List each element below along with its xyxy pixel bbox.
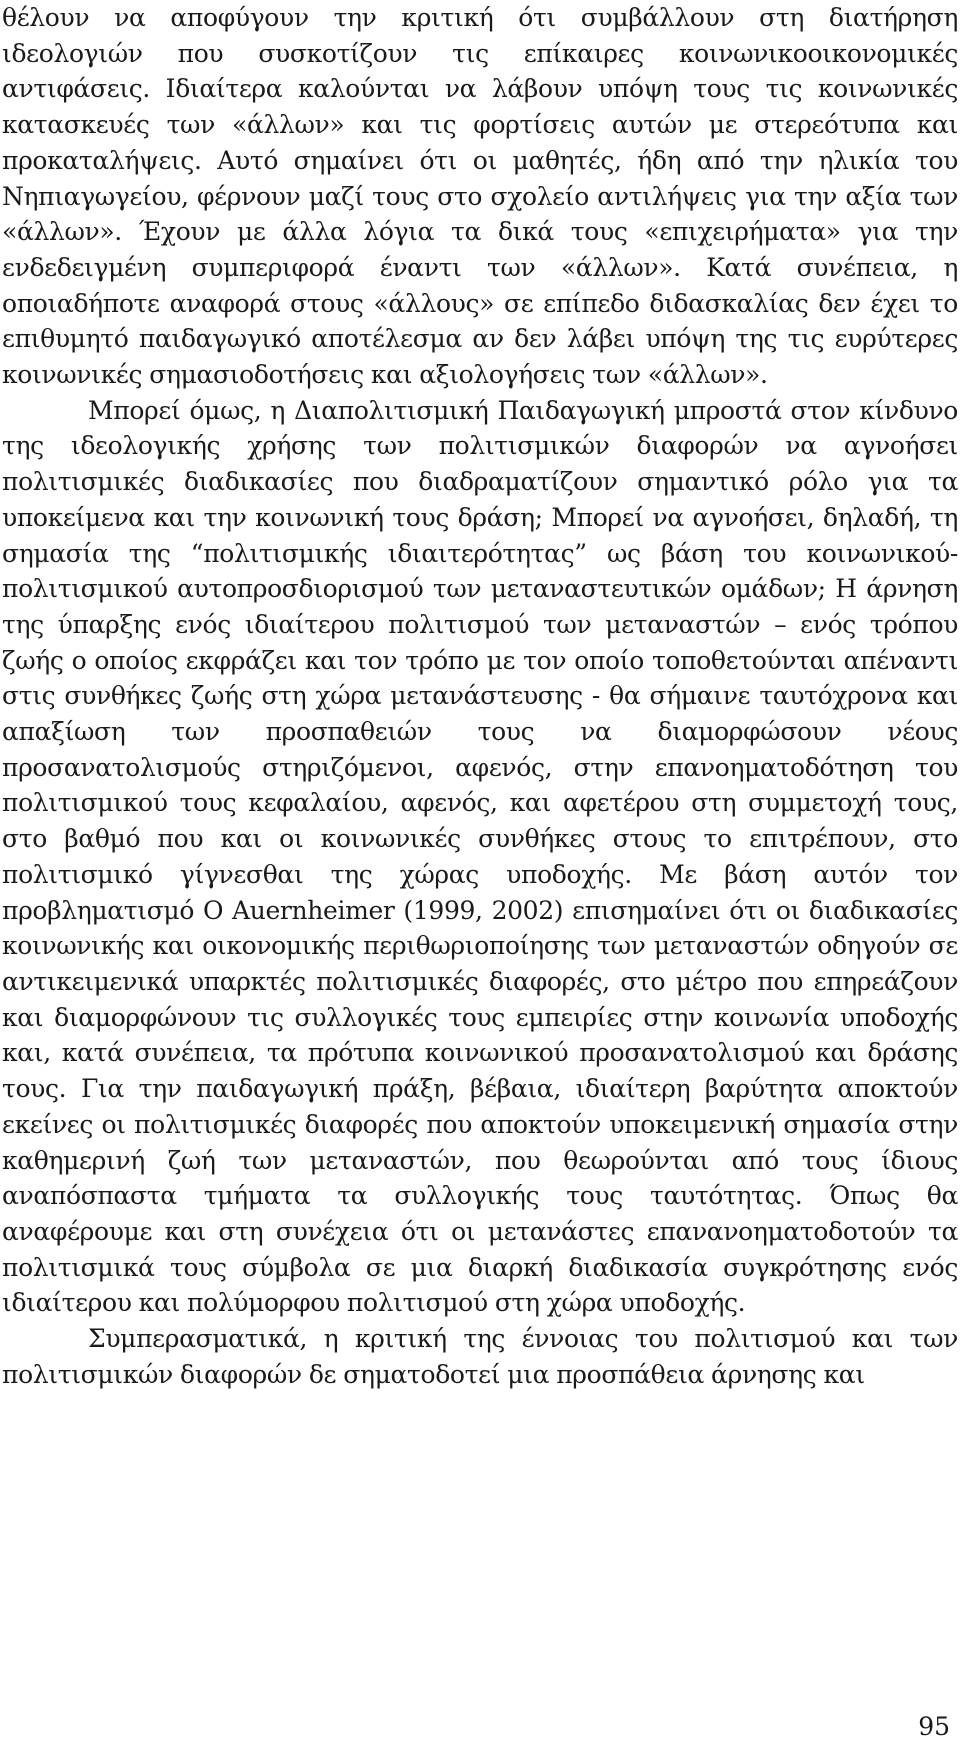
page-number: 95 — [918, 1712, 950, 1741]
paragraph-1: θέλουν να αποφύγουν την κριτική ότι συμβάλλουν στη διατήρηση ιδεολογιών που συσκοτίζουν τις επίκαιρες κοινωνικοοικονομικές αντιφάσεις. Ιδιαίτερα καλούνται να λάβουν υπόψη τους τις κοινωνικές κατασκευές των «άλλων» και τις φορτίσεις αυτών με στερεότυπα και προκαταλήψεις. Αυτό σημαίνει ότι οι μαθητές, ήδη από την ηλικία του Νηπιαγωγείου, φέρνουν μαζί τους στο σχολείο αντιλήψεις για την αξία των «άλλων». Έχουν με άλλα λόγια τα δικά τους «επιχειρήματα» για την ενδεδειγμένη συμπεριφορά έναντι των «άλλων». Κατά συνέπεια, η οποιαδήποτε αναφορά στους «άλλους» σε επίπεδο διδασκαλίας δεν έχει το επιθυμητό παιδαγωγικό αποτέλεσμα αν δεν λάβει υπόψη της τις ευρύτερες κοινωνικές σημασιοδοτήσεις και αξιολογήσεις των «άλλων». — [2, 3, 958, 390]
paragraph-3: Συμπερασματικά, η κριτική της έννοιας του πολιτισμού και των πολιτισμικών διαφορών δε σηματοδοτεί μια προσπάθεια άρνησης και — [2, 1324, 958, 1389]
paragraph-2: Μπορεί όμως, η Διαπολιτισμική Παιδαγωγική μπροστά στον κίνδυνο της ιδεολογικής χρήσης των πολιτισμικών διαφορών να αγνοήσει πολιτισμικές διαδικασίες που διαδραματίζουν σημαντικό ρόλο για τα υποκείμενα και την κοινωνική τους δράση; Μπορεί να αγνοήσει, δηλαδή, τη σημασία της “πολιτισμικής ιδιαιτερότητας” ως βάση του κοινωνικού-πολιτισμικού αυτοπροσδιορισμού των μεταναστευτικών ομάδων; Η άρνηση της ύπαρξης ενός ιδιαίτερου πολιτισμού των μεταναστών – ενός τρόπου ζωής ο οποίος εκφράζει και τον τρόπο με τον οποίο τοποθετούνται απέναντι στις συνθήκες ζωής στη χώρα μετανάστευσης - θα σήμαινε ταυτόχρονα και απαξίωση των προσπαθειών τους να διαμορφώσουν νέους προσανατολισμούς στηριζόμενοι, αφενός, στην επανοηματοδότηση του πολιτισμικού τους κεφαλαίου, αφενός, και αφετέρου στη συμμετοχή τους, στο βαθμό που και οι κοινωνικές συνθήκες στους το επιτρέπουν, στο πολιτισμικό γίγνεσθαι της χώρας υποδοχής. Με βάση αυτόν τον προβληματισμό Ο Auernheimer (1999, 2002) επισημαίνει ότι οι διαδικασίες κοινωνικής και οικονομικής περιθωριοποίησης των μεταναστών οδηγούν σε αντικειμενικά υπαρκτές πολιτισμικές διαφορές, στο μέτρο που επηρεάζουν και διαμορφώνουν τις συλλογικές τους εμπειρίες στην κοινωνία υποδοχής και, κατά συνέπεια, τα πρότυπα κοινωνικού προσανατολισμού και δράσης τους. Για την παιδαγωγική πράξη, βέβαια, ιδιαίτερη βαρύτητα αποκτούν εκείνες οι πολιτισμικές διαφορές που αποκτούν υποκειμενική σημασία στην καθημερινή ζωή των μεταναστών, που θεωρούνται από τους ίδιους αναπόσπαστα τμήματα τα συλλογικής τους ταυτότητας. Όπως θα αναφέρουμε και στη συνέχεια ότι οι μετανάστες επανανοηματοδοτούν τα πολιτισμικά τους σύμβολα σε μια διαρκή διαδικασία συγκρότησης ενός ιδιαίτερου και πολύμορφου πολιτισμού στη χώρα υποδοχής. — [2, 395, 958, 1318]
body-text — [2, 0, 958, 1392]
